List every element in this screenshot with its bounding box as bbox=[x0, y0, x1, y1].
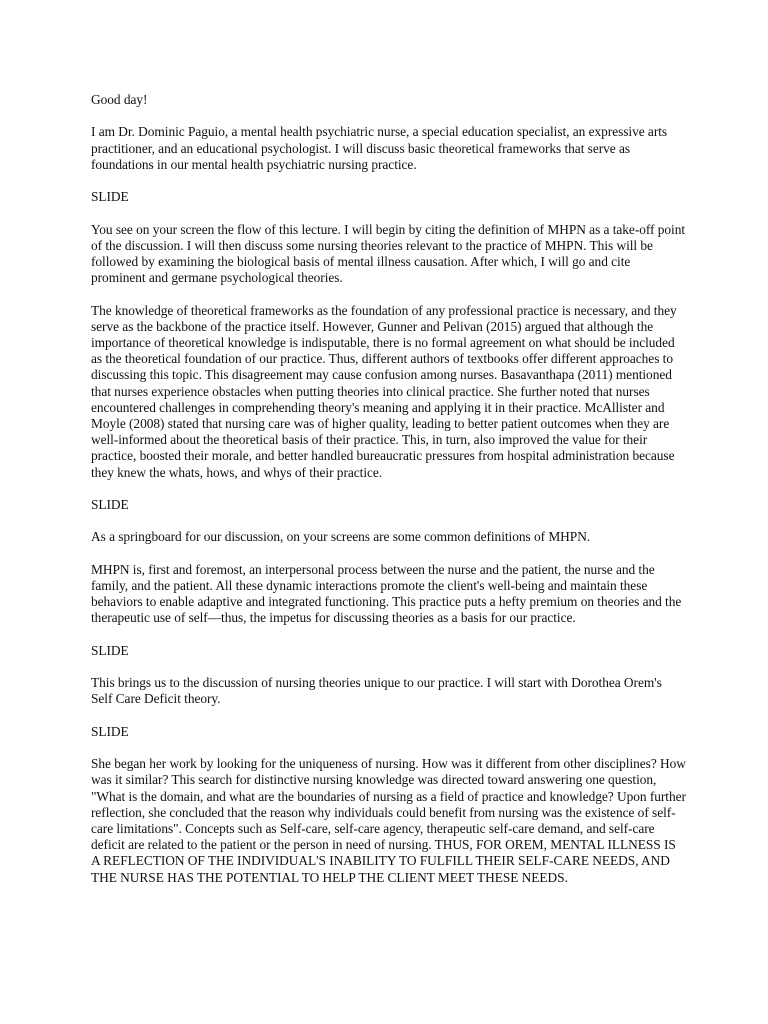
slide-marker: SLIDE bbox=[91, 723, 129, 739]
intro-paragraph: I am Dr. Dominic Paguio, a mental health psychiatric nurse, a special education specialist, an expressive arts practitioner, and an educational psychologist. I will discuss basic theoretical frameworks that serve as foundations in our mental health psychiatric nursing practice. bbox=[91, 124, 668, 172]
springboard-paragraph: As a springboard for our discussion, on your screens are some common definitions of MHPN. bbox=[91, 529, 591, 545]
lecture-flow-paragraph: You see on your screen the flow of this lecture. I will begin by citing the definition of MHPN as a take-off point of the discussion. I will then discuss some nursing theories relevant to the practice of MHPN. This will be followed by examining the biological basis of mental illness causation. After which, I will go and cite prominent and germane psychological theories. bbox=[91, 221, 686, 286]
slide-marker: SLIDE bbox=[91, 189, 129, 205]
slide-marker: SLIDE bbox=[91, 497, 129, 512]
frameworks-paragraph: The knowledge of theoretical frameworks as the foundation of any professional practice is necessary, and they serve as the backbone of the practice itself. However, Gunner and Pelivan (2015) argued that although the importance of theoretical knowledge is indisputable, there is no formal agreement on what should be included as the theoretical foundation of our practice. Thus, different authors of textbooks offer different approaches to discussing this topic. This disagreement may cause confusion among nurses. Basavanthapa (2011) mentioned that nurses experience obstacles when putting theories into clinical practice. She further noted that nurses encountered challenges in comprehending theory's meaning and applying it in their practice. McAllister and Moyle (2008) stated that nursing care was of higher quality, leading to better patient outcomes when they are well-informed about the theoretical basis of their practice. This, in turn, also improved the value for their practice, boosted their morale, and better handled bureaucratic pressures from hospital administration because they knew the whats, hows, and whys of their practice. bbox=[91, 302, 677, 480]
document-page bbox=[91, 92, 686, 902]
orem-paragraph: She began her work by looking for the uniqueness of nursing. How was it different from other disciplines? How was it similar? This search for distinctive nursing knowledge was directed toward answering one question, "What is the domain, and what are the boundaries of nursing as a field of practice and knowledge? Upon further reflection, she concluded that the reason why individuals could benefit from nursing was the existence of self-care limitations". Concepts such as Self-care, self-care agency, therapeutic self-care demand, and self-care deficit are related to the patient or the person in need of nursing. THUS, FOR OREM, MENTAL ILLNESS IS A REFLECTION OF THE INDIVIDUAL'S INABILITY TO FULFILL THEIR SELF-CARE NEEDS, AND THE NURSE HAS THE POTENTIAL TO HELP THE CLIENT MEET THESE NEEDS. bbox=[91, 756, 686, 885]
mhpn-definition-paragraph: MHPN is, first and foremost, an interpersonal process between the nurse and the patient, the nurse and the family, and the patient. All these dynamic interactions promote the client's well-being and maintain these behaviors to enable adaptive and integrated functioning. This practice puts a hefty premium on theories and the therapeutic use of self—thus, the impetus for discussing theories as a basis for our practice. bbox=[91, 561, 682, 626]
greeting-paragraph: Good day! bbox=[91, 92, 148, 107]
nursing-theories-paragraph: This brings us to the discussion of nursing theories unique to our practice. I will start with Dorothea Orem's Self Care Deficit theory. bbox=[91, 675, 662, 707]
slide-marker: SLIDE bbox=[91, 642, 129, 658]
